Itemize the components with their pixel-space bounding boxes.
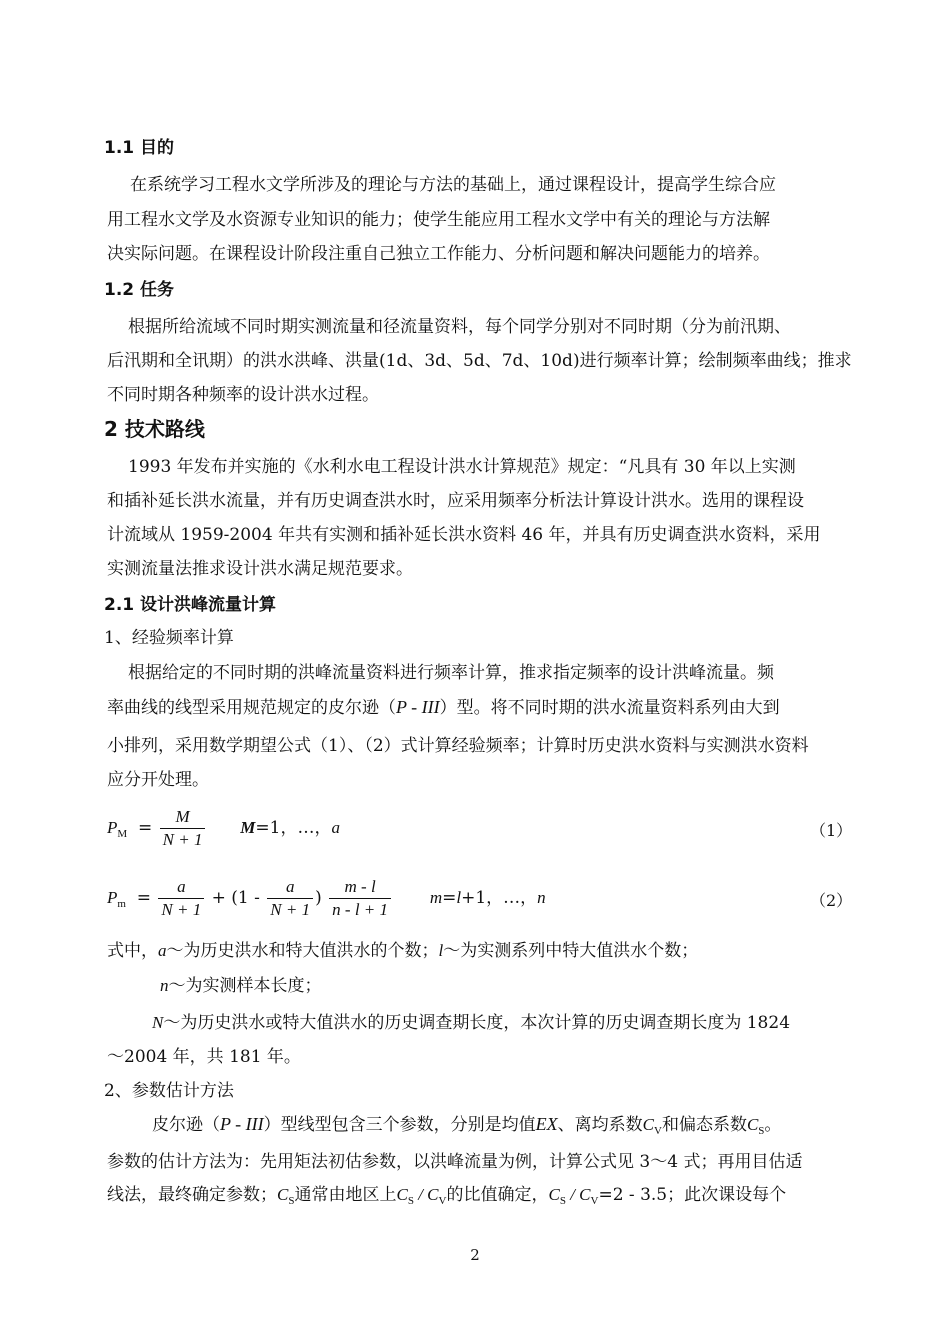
para-1-1-line1: 在系统学习工程水文学所涉及的理论与方法的基础上，通过课程设计，提高学生综合应 xyxy=(130,175,776,195)
formula-2: $P_m$ = $\frac{a}{N + 1}$ + (1 - $\frac{a}{N + 1}$ ) $\frac{m - l}{n - l + 1}$ m=l+1，…，n xyxy=(107,877,546,919)
def-line-2: n～为实测样本长度； xyxy=(160,976,322,996)
formula-1-equals: = xyxy=(132,818,153,838)
para-2-line1: 1993 年发布并实施的《水利水电工程设计洪水计算规范》规定：“凡具有 30 年以上实测 xyxy=(128,457,796,477)
heading-1-2: 1.2 任务 xyxy=(104,280,175,300)
para-2-line4: 实测流量法推求设计洪水满足规范要求。 xyxy=(107,559,413,579)
formula-1: $P_M$ = $\frac{M}{N + 1}$ M=1，…，a xyxy=(107,807,340,849)
para-2-1-line1: 根据给定的不同时期的洪峰流量资料进行频率计算，推求指定频率的设计洪峰流量。频 xyxy=(128,663,774,683)
para-2-1-line2 xyxy=(107,696,780,719)
heading-1-1: 1.1 目的 xyxy=(104,138,175,158)
page-number: 2 xyxy=(470,1246,480,1264)
equation-number-2: （2） xyxy=(810,891,853,910)
heading-2-1: 2.1 设计洪峰流量计算 xyxy=(104,595,277,615)
subheading-parameter-estimation: 2、参数估计方法 xyxy=(104,1081,234,1101)
para-2-1-line2a: 率曲线的线型采用规范规定的皮尔逊（ xyxy=(107,698,396,718)
para-1-1-line2: 用工程水文学及水资源专业知识的能力；使学生能应用工程水文学中有关的理论与方法解 xyxy=(107,210,770,230)
def-line-4: ～2004 年，共 181 年。 xyxy=(107,1047,301,1067)
formula-2-fraction-1: $\frac{a}{N + 1}$ xyxy=(158,876,204,921)
para-2-line2: 和插补延长洪水流量，并有历史调查洪水时，应采用频率分析法计算设计洪水。选用的课程设 xyxy=(107,491,804,511)
def-line-3: N～为历史洪水或特大值洪水的历史调查期长度，本次计算的历史调查期长度为 1824 xyxy=(152,1013,791,1033)
para-2-1-line4: 应分开处理。 xyxy=(107,770,209,790)
para-2-1-line3: 小排列，采用数学期望公式（1）、（2）式计算经验频率；计算时历史洪水资料与实测洪水资料 xyxy=(107,736,809,756)
def-line-1: 式中，a～为历史洪水和特大值洪水的个数；l～为实测系列中特大值洪水个数； xyxy=(107,941,699,961)
pearson-iii-symbol: P - III xyxy=(396,697,440,717)
formula-2-fraction-3: $\frac{m - l}{n - l + 1}$ xyxy=(329,876,391,921)
para-1-2-line3: 不同时期各种频率的设计洪水过程。 xyxy=(107,385,379,405)
formula-2-fraction-2: $\frac{a}{N + 1}$ xyxy=(267,876,313,921)
formula-1-fraction: $\frac{M}{N + 1}$ xyxy=(160,806,206,851)
heading-2: 2 技术路线 xyxy=(104,417,205,441)
param-line-2: 参数的估计方法为：先用矩法初估参数，以洪峰流量为例，计算公式见 3～4 式；再用目估适 xyxy=(107,1152,803,1172)
formula-1-lhs: $P_M$ xyxy=(107,818,128,840)
formula-2-lhs: $P_m$ xyxy=(107,888,126,910)
para-2-line3: 计流域从 1959-2004 年共有实测和插补延长洪水资料 46 年，并具有历史调查洪水资料，采用 xyxy=(107,525,821,545)
equation-number-1: （1） xyxy=(810,821,853,840)
para-1-1-line3: 决实际问题。在课程设计阶段注重自己独立工作能力、分析问题和解决问题能力的培养。 xyxy=(107,244,770,264)
param-line-1: 皮尔逊（P - III）型线型包含三个参数，分别是均值EX、离均系数$C_V$和偏态系数$C_S$。 xyxy=(152,1114,782,1137)
para-1-2-line2: 后汛期和全讯期）的洪水洪峰、洪量(1d、3d、5d、7d、10d)进行频率计算；绘制频率曲线；推求 xyxy=(107,351,852,371)
para-2-1-line2b: ）型。将不同时期的洪水流量资料系列由大到 xyxy=(439,698,780,718)
subheading-empirical-frequency: 1、经验频率计算 xyxy=(104,628,234,648)
para-1-2-line1: 根据所给流域不同时期实测流量和径流量资料，每个同学分别对不同时期（分为前汛期、 xyxy=(128,317,791,337)
param-line-3: 线法，最终确定参数；$C_S$通常由地区上$C_S / C_V$的比值确定，$C_S / C_V=2 - 3.5$；此次课设每个 xyxy=(107,1185,787,1207)
